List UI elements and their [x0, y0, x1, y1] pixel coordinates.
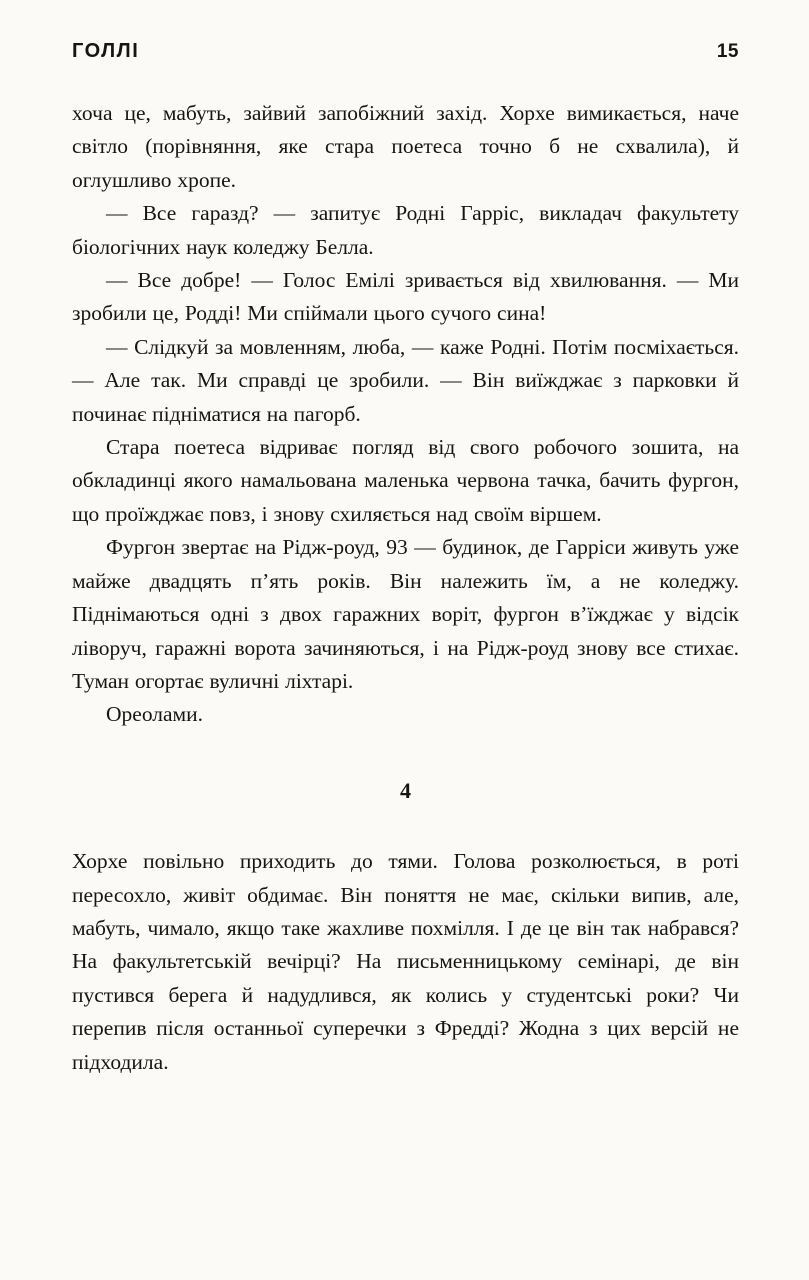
paragraph: Фургон звертає на Рідж-роуд, 93 — будинок, де Гарріси живуть уже майже двадцять п’ять років. Він належить їм, а не коледжу. Піднімаються одні з двох гаражних воріт, фургон в’їжджає у відсік ліворуч, гаражні ворота зачиняються, і на Рідж-роуд знову все стихає. Туман огортає вуличні ліхтарі. [72, 535, 739, 693]
paragraph: — Слідкуй за мовленням, люба, — каже Родні. Потім посміхається. — Але так. Ми справді це зробили. — Він виїжджає з парковки й починає підніматися на пагорб. [72, 334, 739, 426]
page-header [72, 40, 739, 63]
paragraph: Ореолами. [106, 702, 204, 727]
page-body [72, 97, 739, 1079]
paragraph: Хорхе повільно приходить до тями. Голова розколюється, в роті пересохло, живіт обдимає. Він поняття не має, скільки випив, але, мабуть, чимало, якщо таке жахливе похмілля. І де це він так набрався? На факультетській вечірці? На письменницькому семінарі, де він пустився берега й надудлився, як колись у студентські роки? Чи перепив після останньої суперечки з Фредді? Жодна з цих версій не підходила. [72, 849, 739, 1074]
running-title: ГОЛЛІ [72, 40, 140, 62]
paragraph: — Все гаразд? — запитує Родні Гарріс, викладач факультету біологічних наук коледжу Белла. [72, 201, 739, 259]
section-number: 4 [400, 777, 411, 803]
paragraph: хоча це, мабуть, зайвий запобіжний захід. Хорхе вимикається, наче світло (порівняння, яке стара поетеса точно б не схвалила), й оглушливо хропе. [72, 101, 739, 192]
page-number: 15 [716, 41, 739, 62]
paragraph: — Все добре! — Голос Емілі зривається від хвилювання. — Ми зробили це, Родді! Ми спіймали цього сучого сина! [72, 268, 739, 326]
paragraph: Стара поетеса відриває погляд від свого робочого зошита, на обкладинці якого намальована маленька червона тачка, бачить фургон, що проїжджає повз, і знову схиляється над своїм віршем. [72, 435, 739, 526]
